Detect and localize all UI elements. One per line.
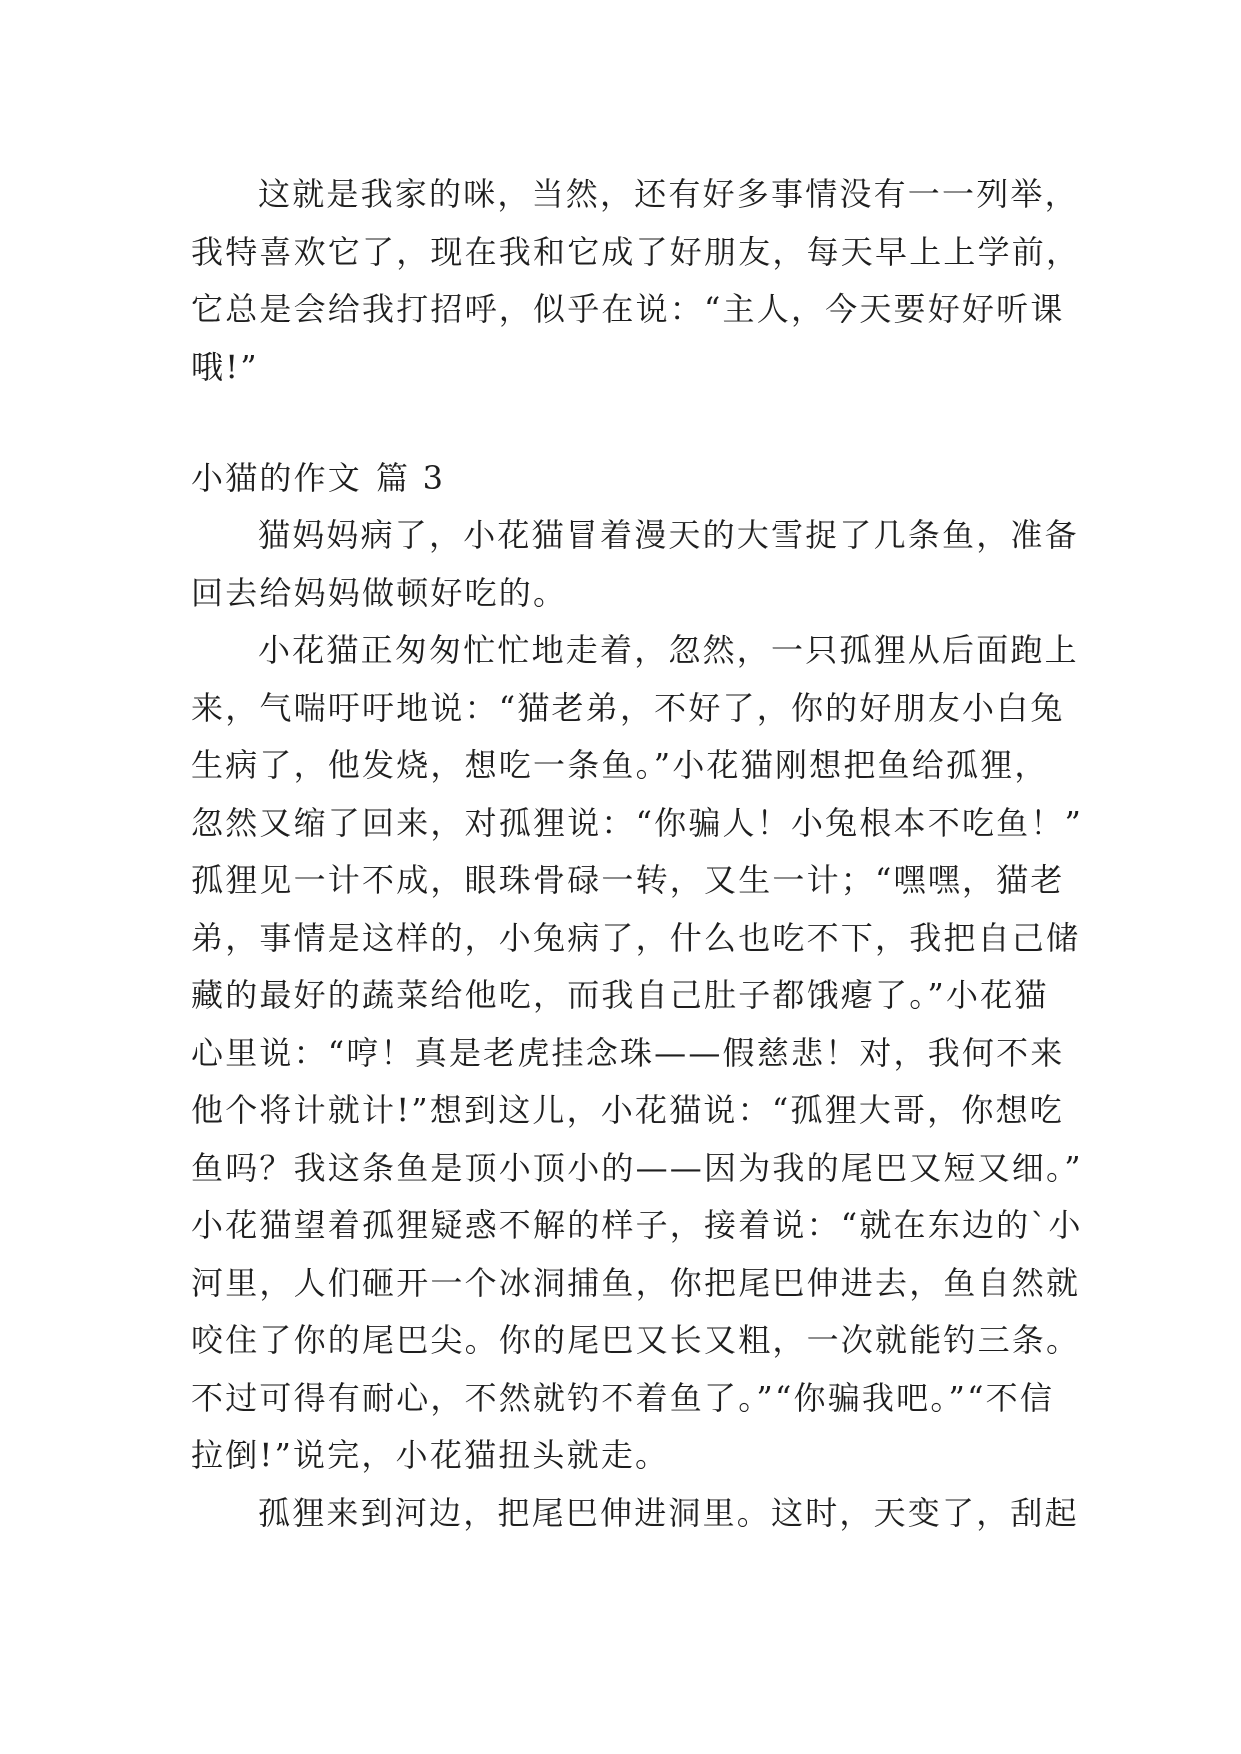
section-heading — [191, 450, 445, 508]
section-number: 篇 3 — [376, 459, 446, 497]
text-line: 来，气喘吁吁地说：“猫老弟，不好了，你的好朋友小白兔 — [191, 688, 1065, 727]
paragraph-2 — [191, 622, 1084, 1485]
text-line: 不过可得有耐心，不然就钓不着鱼了。”“你骗我吧。”“不信 — [191, 1378, 1055, 1417]
text-line: 弟，事情是这样的，小兔病了，什么也吃不下，我把自己储 — [191, 918, 1081, 957]
text-line: 生病了，他发烧，想吃一条鱼。”小花猫刚想把鱼给孤狸， — [191, 746, 1049, 784]
paragraph-3 — [191, 1485, 1079, 1543]
text-line: 他个将计就计!”想到这儿，小花猫说：“孤狸大哥，你想吃 — [191, 1091, 1064, 1129]
text-line: 我特喜欢它了，现在我和它成了好朋友，每天早上上学前， — [191, 232, 1081, 271]
text-line: 它总是会给我打招呼，似乎在说：“主人，今天要好好听课 — [191, 290, 1065, 328]
text-line: 孤狸来到河边，把尾巴伸进洞里。这时，天变了，刮起 — [258, 1494, 1079, 1532]
text-line: 心里说：“哼！真是老虎挂念珠——假慈悲！对，我何不来 — [191, 1033, 1065, 1072]
text-line: 小花猫望着孤狸疑惑不解的样子，接着说：“就在东边的`小 — [191, 1206, 1083, 1244]
paragraph-closing — [191, 166, 1081, 396]
paragraph-1 — [191, 507, 1079, 622]
text-line: 回去给妈妈做顿好吃的。 — [191, 573, 568, 612]
text-line: 忽然又缩了回来，对孤狸说：“你骗人！小兔根本不吃鱼！” — [191, 803, 1084, 842]
text-line: 这就是我家的咪，当然，还有好多事情没有一一列举， — [258, 175, 1079, 213]
text-line: 咬住了你的尾巴尖。你的尾巴又长又粗，一次就能钓三条。 — [191, 1321, 1081, 1359]
section-title: 小猫的作文 — [191, 459, 363, 497]
text-line: 哦!” — [191, 347, 259, 386]
text-line: 藏的最好的蔬菜给他吃，而我自己肚子都饿瘪了。”小花猫 — [191, 976, 1049, 1014]
text-line: 猫妈妈病了，小花猫冒着漫天的大雪捉了几条鱼，准备 — [258, 516, 1079, 554]
text-line: 孤狸见一计不成，眼珠骨碌一转，又生一计；“嘿嘿，猫老 — [191, 861, 1065, 899]
text-line: 鱼吗？我这条鱼是顶小顶小的——因为我的尾巴又短又细。” — [191, 1148, 1083, 1187]
text-line: 拉倒!”说完，小花猫扭头就走。 — [191, 1436, 670, 1474]
text-line: 河里，人们砸开一个冰洞捕鱼，你把尾巴伸进去，鱼自然就 — [191, 1263, 1081, 1302]
text-line: 小花猫正匆匆忙忙地走着，忽然，一只孤狸从后面跑上 — [258, 631, 1079, 669]
